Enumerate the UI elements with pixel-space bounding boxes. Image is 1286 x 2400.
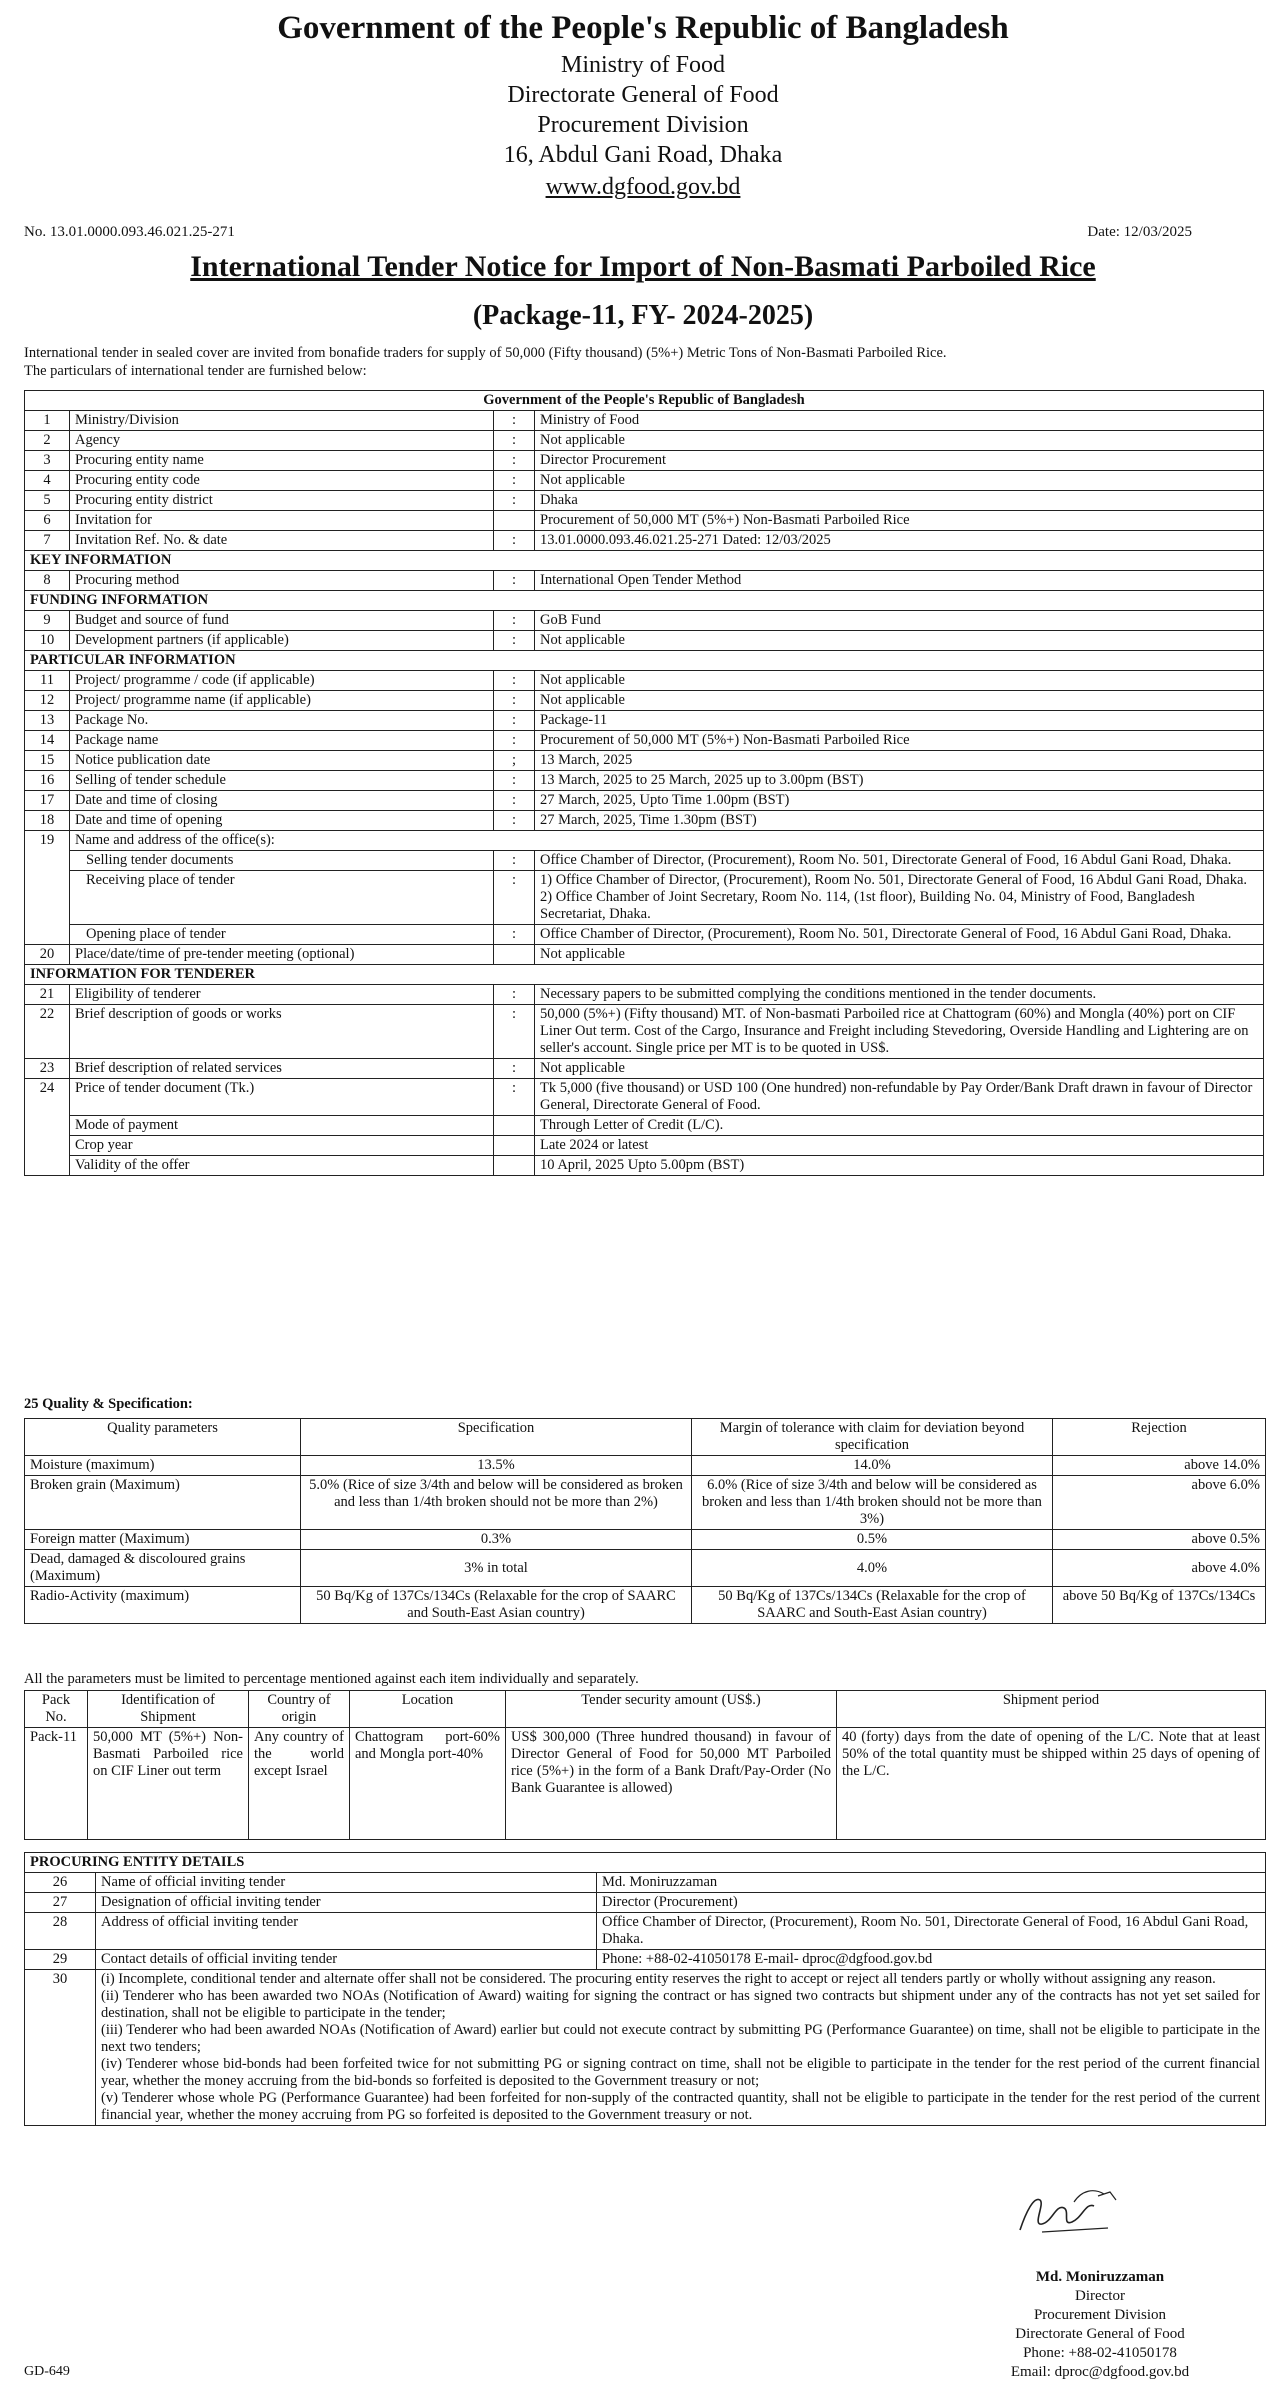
table-row: 4 Procuring entity code : Not applicable	[25, 471, 1264, 491]
table-row: 7 Invitation Ref. No. & date : 13.01.0000.093.46.021.25-271 Dated: 12/03/2025	[25, 531, 1264, 551]
notice-subtitle: (Package-11, FY- 2024-2025)	[472, 300, 814, 331]
package-table: Pack No. Identification of Shipment Country of origin Location Tender security amount (US$.) Shipment period Pack-11 50,000 MT (5%+) Non-Basmati Parboiled rice on CIF Liner out term Any country of the world except Israel Chattogram port-60% and Mongla port-40% US$ 300,000 (Three hundred thousand) in favour of Director General of Food for 50,000 MT Parboiled rice (5%+) in the form of a Bank Draft/Pay-Order (No Bank Guarantee is allowed) 40 (forty) days from the date of opening of the L/C. Note that at least 50% of the total quantity must be shipped within 25 days of opening of the L/C.	[24, 1690, 1266, 1840]
division-name: Procurement Division	[537, 112, 749, 138]
table-row: 22 Brief description of goods or works : 50,000 (5%+) (Fifty thousand) MT. of Non-basmati Parboiled rice at Chattogram (60%) and Mongla (40%) port on CIF Liner Out term. Cost of the Cargo, Insurance and Freight including Stevedoring, Overside Handling and Lightering are on seller's account. Single price per MT is to be quoted in US$.	[25, 1005, 1264, 1059]
table-row: 18 Date and time of opening : 27 March, 2025, Time 1.30pm (BST)	[25, 811, 1264, 831]
table-row: 29 Contact details of official inviting tender Phone: +88-02-41050178 E-mail- dproc@dgfood.gov.bd	[25, 1950, 1266, 1970]
intro-paragraph	[24, 344, 1264, 380]
condition-4: (iv) Tenderer whose bid-bonds had been forfeited twice for not submitting PG or signing contract on time, shall not be eligible to participate in the tender for the rest period of the current financial year, whether the money accruing from the bid-bonds so forfeited is deposited to the Government treasury or not;	[101, 2056, 1260, 2089]
table-row: 5 Procuring entity district : Dhaka	[25, 491, 1264, 511]
quality-heading: 25 Quality & Specification:	[24, 1396, 193, 1412]
condition-1: (i) Incomplete, conditional tender and alternate offer shall not be considered. The procuring entity reserves the right to accept or reject all tenders partly or wholly without assigning any reason.	[101, 1971, 1216, 1987]
table-row: 2 Agency : Not applicable	[25, 431, 1264, 451]
table-row: Moisture (maximum) 13.5% 14.0% above 14.0%	[25, 1456, 1266, 1476]
table-row: Pack-11 50,000 MT (5%+) Non-Basmati Parboiled rice on CIF Liner out term Any country of the world except Israel Chattogram port-60% and Mongla port-40% US$ 300,000 (Three hundred thousand) in favour of Director General of Food for 50,000 MT Parboiled rice (5%+) in the form of a Bank Draft/Pay-Order (No Bank Guarantee is allowed) 40 (forty) days from the date of opening of the L/C. Note that at least 50% of the total quantity must be shipped within 25 days of opening of the L/C.	[25, 1728, 1266, 1840]
table-row: 13 Package No. : Package-11	[25, 711, 1264, 731]
quality-specification-table: Quality parameters Specification Margin of tolerance with claim for deviation beyond specification Rejection Moisture (maximum) 13.5% 14.0% above 14.0% Broken grain (Maximum) 5.0% (Rice of size 3/4th and below will be considered as broken and less than 1/4th broken should not be more than 2%) 6.0% (Rice of size 3/4th and below will be considered as broken and less than 1/4th broken should not be more than 3%) above 6.0% Foreign matter (Maximum) 0.3% 0.5% above 0.5% Dead, damaged & discoloured grains (Maximum) 3% in total 4.0% above 4.0% Radio-Activity (maximum) 50 Bq/Kg of 137Cs/134Cs (Relaxable for the crop of SAARC and South-East Asian country) 50 Bq/Kg of 137Cs/134Cs (Relaxable for the crop of SAARC and South-East Asian country) above 50 Bq/Kg of 137Cs/134Cs	[24, 1418, 1266, 1624]
intro-line-2: The particulars of international tender are furnished below:	[24, 363, 367, 379]
table-row: 30 (i) Incomplete, conditional tender and alternate offer shall not be considered. The procuring entity reserves the right to accept or reject all tenders partly or wholly without assigning any reason. (ii) Tenderer who has been awarded two NOAs (Notification of Award) waiting for signing the contract or has signed two contracts but shipment under any of the contracts has not yet set sailed for destination, shall not be eligible to participate in the tender; (iii) Tenderer who had been awarded NOAs (Notification of Award) earlier but could not execute contract by submitting PG (Performance Guarantee) on time, shall not be eligible to participate in the next two tenders; (iv) Tenderer whose bid-bonds had been forfeited twice for not submitting PG or signing contract on time, shall not be eligible to participate in the tender for the rest period of the current financial year, whether the money accruing from the bid-bonds so forfeited is deposited to the Government treasury or not; (v) Tenderer whose whole PG (Performance Guarantee) had been forfeited for non-supply of the contracted quantity, shall not be eligible to participate in the tender for the rest period of the current financial year, whether the money accruing from PG so forfeited is deposited to the Government treasury or not.	[25, 1970, 1266, 2126]
signatory-phone: Phone: +88-02-41050178	[1023, 2345, 1177, 2361]
section-heading-funding: FUNDING INFORMATION	[25, 591, 1264, 611]
table-row: 26 Name of official inviting tender Md. Moniruzzaman	[25, 1873, 1266, 1893]
table-row: 27 Designation of official inviting tender Director (Procurement)	[25, 1893, 1266, 1913]
table-row: 23 Brief description of related services : Not applicable	[25, 1059, 1264, 1079]
table-row: 1 Ministry/Division : Ministry of Food	[25, 411, 1264, 431]
table-row: 6 Invitation for Procurement of 50,000 MT (5%+) Non-Basmati Parboiled Rice	[25, 511, 1264, 531]
tender-particulars-table	[24, 390, 1264, 1176]
table-row: Radio-Activity (maximum) 50 Bq/Kg of 137Cs/134Cs (Relaxable for the crop of SAARC and South-East Asian country) 50 Bq/Kg of 137Cs/134Cs (Relaxable for the crop of SAARC and South-East Asian country) above 50 Bq/Kg of 137Cs/134Cs	[25, 1587, 1266, 1624]
table-row: Mode of payment Through Letter of Credit (L/C).	[25, 1116, 1264, 1136]
table-row: 11 Project/ programme / code (if applicable) : Not applicable	[25, 671, 1264, 691]
table-row: 8 Procuring method : International Open Tender Method	[25, 571, 1264, 591]
ministry-name: Ministry of Food	[560, 52, 725, 78]
table-row: Dead, damaged & discoloured grains (Maximum) 3% in total 4.0% above 4.0%	[25, 1550, 1266, 1587]
table-row: 17 Date and time of closing : 27 March, 2025, Upto Time 1.00pm (BST)	[25, 791, 1264, 811]
handwritten-signature	[1012, 2182, 1132, 2242]
table-row: Crop year Late 2024 or latest	[25, 1136, 1264, 1156]
section-heading-procuring: PROCURING ENTITY DETAILS	[25, 1853, 1266, 1873]
table-row: Receiving place of tender : 1) Office Chamber of Director, (Procurement), Room No. 501, Directorate General of Food, 16 Abdul Gani Road, Dhaka. 2) Office Chamber of Joint Secretary, Room No. 114, (1st floor), Building No. 04, Ministry of Food, Bangladesh Secretariat, Dhaka.	[25, 871, 1264, 925]
signatory-email[interactable]: Email: dproc@dgfood.gov.bd	[1010, 2364, 1190, 2380]
table-row: 9 Budget and source of fund : GoB Fund	[25, 611, 1264, 631]
table-row: 3 Procuring entity name : Director Procurement	[25, 451, 1264, 471]
parameters-note: All the parameters must be limited to percentage mentioned against each item individually and separately.	[24, 1671, 639, 1687]
footer-code: GD-649	[24, 2364, 70, 2379]
office-address: 16, Abdul Gani Road, Dhaka	[503, 142, 783, 168]
signature-block	[900, 2268, 1286, 2382]
condition-2: (ii) Tenderer who has been awarded two NOAs (Notification of Award) waiting for signing the contract or has signed two contracts but shipment under any of the contracts has not yet set sailed for destination, shall not be eligible to participate in the tender;	[101, 1988, 1260, 2021]
reference-number: No. 13.01.0000.093.46.021.25-271	[24, 224, 235, 240]
table-row: Broken grain (Maximum) 5.0% (Rice of size 3/4th and below will be considered as broken and less than 1/4th broken should not be more than 2%) 6.0% (Rice of size 3/4th and below will be considered as broken and less than 1/4th broken should not be more than 3%) above 6.0%	[25, 1476, 1266, 1530]
table-row: Foreign matter (Maximum) 0.3% 0.5% above 0.5%	[25, 1530, 1266, 1550]
website-link[interactable]: www.dgfood.gov.bd	[545, 174, 741, 200]
table-row: Opening place of tender : Office Chamber of Director, (Procurement), Room No. 501, Directorate General of Food, 16 Abdul Gani Road, Dhaka.	[25, 925, 1264, 945]
table-row: 21 Eligibility of tenderer : Necessary papers to be submitted complying the conditions mentioned in the tender documents.	[25, 985, 1264, 1005]
signatory-directorate: Directorate General of Food	[1015, 2326, 1185, 2342]
table-row: Validity of the offer 10 April, 2025 Upto 5.00pm (BST)	[25, 1156, 1264, 1176]
table-row: 15 Notice publication date ; 13 March, 2025	[25, 751, 1264, 771]
table-row: 16 Selling of tender schedule : 13 March, 2025 to 25 March, 2025 up to 3.00pm (BST)	[25, 771, 1264, 791]
condition-3: (iii) Tenderer who had been awarded NOAs (Notification of Award) earlier but could not execute contract by submitting PG (Performance Guarantee) on time, shall not be eligible to participate in the next two tenders;	[101, 2022, 1260, 2055]
condition-5: (v) Tenderer whose whole PG (Performance Guarantee) had been forfeited for non-supply of the contracted quantity, shall not be eligible to participate in the tender for the rest period of the current financial year, whether the money accruing from PG so forfeited is deposited to the Government treasury or not.	[101, 2090, 1260, 2123]
table-row: 28 Address of official inviting tender Office Chamber of Director, (Procurement), Room No. 501, Directorate General of Food, 16 Abdul Gani Road, Dhaka.	[25, 1913, 1266, 1950]
directorate-name: Directorate General of Food	[507, 82, 779, 108]
table-row: 10 Development partners (if applicable) : Not applicable	[25, 631, 1264, 651]
procuring-entity-table	[24, 1852, 1266, 2126]
intro-line-1: International tender in sealed cover are invited from bonafide traders for supply of 50,000 (Fifty thousand) (5%+) Metric Tons of Non-Basmati Parboiled Rice.	[24, 345, 947, 361]
signatory-name: Md. Moniruzzaman	[1035, 2269, 1165, 2285]
table-row: Selling tender documents : Office Chamber of Director, (Procurement), Room No. 501, Directorate General of Food, 16 Abdul Gani Road, Dhaka.	[25, 851, 1264, 871]
signatory-title: Director	[1075, 2288, 1125, 2304]
table-row: 20 Place/date/time of pre-tender meeting (optional) Not applicable	[25, 945, 1264, 965]
table-row: 19 Name and address of the office(s):	[25, 831, 1264, 851]
table-title: Government of the People's Republic of Bangladesh	[25, 391, 1264, 411]
government-heading: Government of the People's Republic of Bangladesh	[277, 10, 1009, 46]
table-row: 24 Price of tender document (Tk.) : Tk 5,000 (five thousand) or USD 100 (One hundred) non-refundable by Pay Order/Bank Draft drawn in favour of Director General, Directorate General of Food.	[25, 1079, 1264, 1116]
signatory-division: Procurement Division	[1033, 2307, 1167, 2323]
table-row: 12 Project/ programme name (if applicable) : Not applicable	[25, 691, 1264, 711]
section-heading-tenderer: INFORMATION FOR TENDERER	[25, 965, 1264, 985]
section-heading-particular: PARTICULAR INFORMATION	[25, 651, 1264, 671]
table-row: 14 Package name : Procurement of 50,000 MT (5%+) Non-Basmati Parboiled Rice	[25, 731, 1264, 751]
section-heading-key: KEY INFORMATION	[25, 551, 1264, 571]
notice-date: Date: 12/03/2025	[1087, 224, 1192, 240]
notice-title: International Tender Notice for Import of Non-Basmati Parboiled Rice	[190, 250, 1096, 283]
